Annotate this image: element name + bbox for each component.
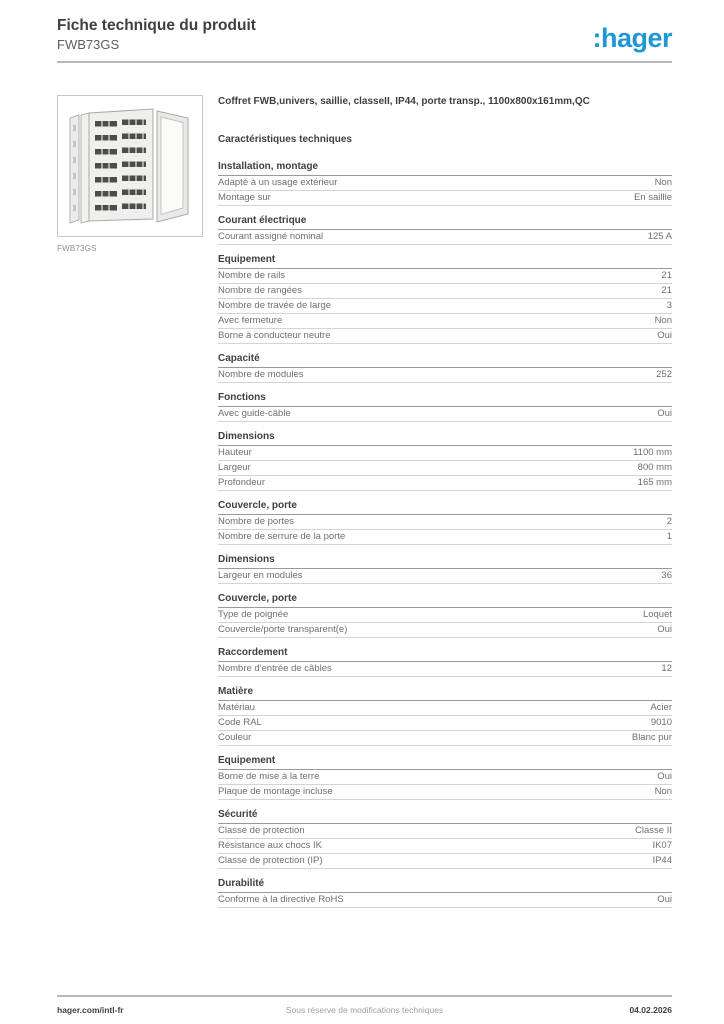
row-value: Non [654,177,672,188]
section-rows [218,230,672,245]
characteristics-section [218,431,672,491]
footer [57,995,672,1015]
row-label: Avec guide-câble [218,408,291,419]
section-rows [218,269,672,344]
row-label: Montage sur [218,192,271,203]
section-rows [218,662,672,677]
table-row [218,569,672,584]
header-titles [57,17,256,53]
row-value: Classe II [635,825,672,836]
row-label: Classe de protection [218,825,305,836]
row-value: Oui [657,408,672,419]
table-row [218,329,672,344]
characteristics-section [218,215,672,245]
row-label: Couvercle/porte transparent(e) [218,624,348,635]
section-rows [218,893,672,908]
characteristics-section [218,254,672,344]
row-label: Nombre de modules [218,369,304,380]
row-value: 36 [661,570,672,581]
hager-logo: :hager [592,23,672,53]
row-value: 125 A [647,231,672,242]
section-title: Dimensions [218,431,672,446]
characteristics-section [218,500,672,545]
table-row [218,269,672,284]
row-value: Blanc pur [631,732,672,743]
row-label: Plaque de montage incluse [218,786,333,797]
row-value: Non [654,786,672,797]
characteristics-section [218,647,672,677]
section-title: Matière [218,686,672,701]
table-row [218,176,672,191]
characteristics-section [218,686,672,746]
product-image-column [57,95,218,253]
row-label: Code RAL [218,717,262,728]
row-value: 1 [666,531,672,542]
section-rows [218,608,672,638]
row-value: 21 [661,285,672,296]
page-title: Fiche technique du produit [57,17,256,34]
row-label: Matériau [218,702,255,713]
row-label: Nombre d'entrée de câbles [218,663,332,674]
characteristics-section [218,353,672,383]
section-title: Couvercle, porte [218,500,672,515]
section-title: Couvercle, porte [218,593,672,608]
table-row [218,770,672,785]
characteristics-section [218,755,672,800]
product-image-box [57,95,203,237]
table-row [218,461,672,476]
section-title: Installation, montage [218,161,672,176]
table-row [218,785,672,800]
row-label: Courant assigné nominal [218,231,324,242]
table-row [218,608,672,623]
footer-date: 04.02.2026 [629,1005,672,1015]
row-value: Acier [650,702,672,713]
row-value: Oui [657,330,672,341]
row-label: Classe de protection (IP) [218,855,323,866]
section-rows [218,407,672,422]
row-label: Nombre de rails [218,270,286,281]
row-value: 1100 mm [633,447,672,458]
row-value: Non [654,315,672,326]
main-content [57,95,672,908]
row-value: Oui [657,894,672,905]
row-value: 12 [661,663,672,674]
product-description: Coffret FWB,univers, saillie, classeII, IP44, porte transp., 1100x800x161mm,QC [218,96,590,107]
table-row [218,716,672,731]
product-code: FWB73GS [57,37,120,52]
header-divider [57,61,672,63]
row-label: Nombre de serrure de la porte [218,531,346,542]
table-row [218,476,672,491]
row-label: Conforme à la directive RoHS [218,894,344,905]
row-value: 252 [656,369,672,380]
section-title: Capacité [218,353,672,368]
row-value: 165 mm [637,477,672,488]
characteristics-section [218,593,672,638]
section-rows [218,176,672,206]
section-title: Courant électrique [218,215,672,230]
section-rows [218,368,672,383]
table-row [218,407,672,422]
table-row [218,530,672,545]
row-label: Nombre de rangées [218,285,302,296]
section-title: Dimensions [218,554,672,569]
row-label: Profondeur [218,477,266,488]
row-label: Largeur en modules [218,570,303,581]
row-value: En saillie [633,192,672,203]
table-row [218,284,672,299]
characteristics-section [218,161,672,206]
table-row [218,893,672,908]
section-rows [218,701,672,746]
footer-disclaimer: Sous réserve de modifications techniques [285,1005,444,1015]
row-value: Oui [657,771,672,782]
table-row [218,299,672,314]
characteristics-section [218,809,672,869]
table-row [218,446,672,461]
section-title: Fonctions [218,392,672,407]
table-row [218,191,672,206]
row-value: 800 mm [637,462,672,473]
enclosure-cabinet-icon [64,101,196,231]
table-row [218,230,672,245]
row-label: Couleur [218,732,252,743]
row-value: 21 [661,270,672,281]
table-row [218,824,672,839]
characteristics-section [218,392,672,422]
table-row [218,662,672,677]
row-value: Loquet [642,609,672,620]
row-label: Hauteur [218,447,252,458]
row-value: IP44 [652,855,672,866]
section-title: Equipement [218,254,672,269]
table-row [218,701,672,716]
table-row [218,368,672,383]
section-rows [218,569,672,584]
table-row [218,515,672,530]
table-row [218,314,672,329]
row-value: IK07 [652,840,672,851]
section-rows [218,515,672,545]
row-label: Nombre de portes [218,516,295,527]
characteristics-sections [218,161,672,908]
characteristics-section [218,554,672,584]
row-value: 3 [666,300,672,311]
row-label: Nombre de travée de large [218,300,332,311]
header [57,17,672,53]
characteristics-column [218,95,672,908]
row-value: 9010 [650,717,672,728]
section-title: Raccordement [218,647,672,662]
product-image-caption: FWB73GS [57,244,97,253]
row-label: Type de poignée [218,609,289,620]
section-title: Equipement [218,755,672,770]
row-label: Borne à conducteur neutre [218,330,331,341]
row-value: 2 [666,516,672,527]
section-rows [218,770,672,800]
characteristics-section [218,878,672,908]
characteristics-title: Caractéristiques techniques [218,134,352,145]
table-row [218,854,672,869]
section-title: Durabilité [218,878,672,893]
table-row [218,731,672,746]
row-label: Largeur [218,462,251,473]
section-title: Sécurité [218,809,672,824]
row-label: Adapté à un usage extérieur [218,177,338,188]
row-value: Oui [657,624,672,635]
row-label: Borne de mise à la terre [218,771,320,782]
section-rows [218,824,672,869]
footer-website: hager.com/intl-fr [57,1005,124,1015]
section-rows [218,446,672,491]
table-row [218,623,672,638]
table-row [218,839,672,854]
row-label: Avec fermeture [218,315,283,326]
row-label: Résistance aux chocs IK [218,840,323,851]
